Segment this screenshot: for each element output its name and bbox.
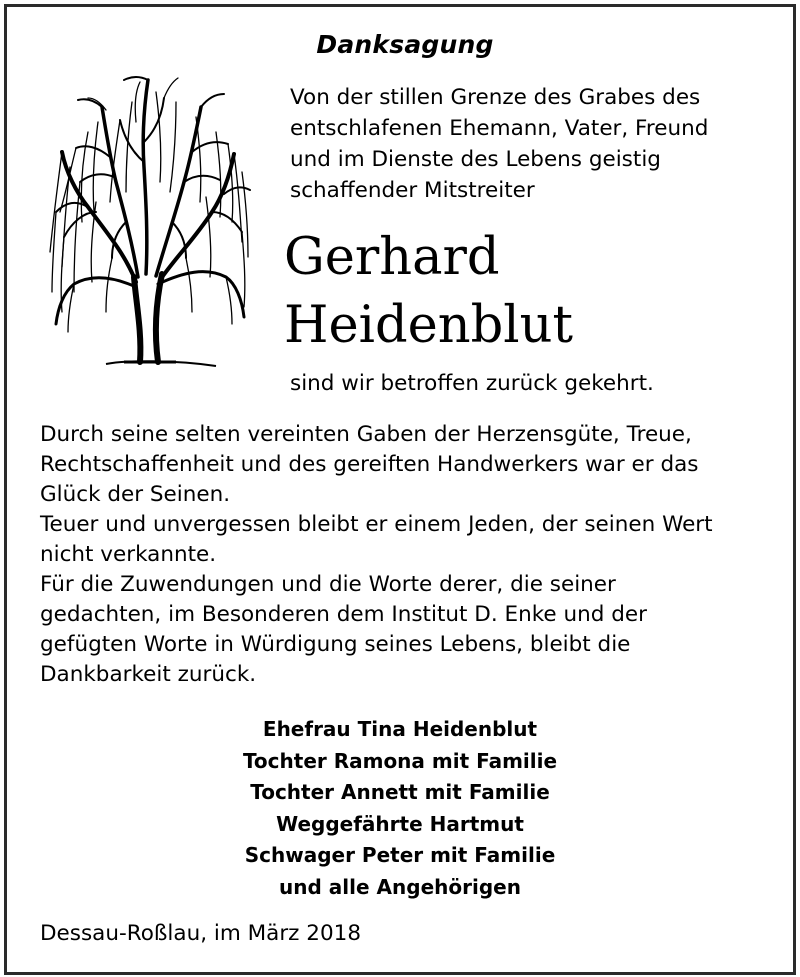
intro-line: Von der stillen Grenze des Grabes des: [290, 85, 701, 110]
body-line: nicht verkannte.: [40, 542, 217, 567]
body-line: Teuer und unvergessen bleibt er einem Jeden, der seinen Wert: [40, 512, 713, 537]
signer: Weggefährte Hartmut: [276, 811, 524, 836]
signer: und alle Angehörigen: [279, 874, 521, 899]
signer: Schwager Peter mit Familie: [244, 843, 556, 867]
last-name: Heidenblut: [284, 296, 573, 355]
body-text: [40, 420, 780, 690]
intro-line: schaffender Mitstreiter: [290, 178, 535, 203]
body-line: gedachten, im Besonderen dem Institut D. Enke und der: [40, 602, 647, 627]
intro-line: und im Dienste des Lebens geistig: [290, 147, 661, 172]
body-line: Für die Zuwendungen und die Worte derer, die seiner: [40, 572, 616, 597]
body-line: Rechtschaffenheit und des gereiften Handwerkers war er das: [40, 452, 699, 477]
deceased-name: [284, 224, 774, 360]
intro-text: [290, 82, 770, 206]
intro-line: entschlafenen Ehemann, Vater, Freund: [290, 116, 709, 141]
after-name-text: sind wir betroffen zurück gekehrt.: [290, 371, 654, 396]
body-line: gefügten Worte in Würdigung seines Lebens, bleibt die: [40, 632, 631, 657]
weeping-tree-icon: [36, 62, 258, 380]
signers-list: [180, 714, 620, 903]
body-line: Durch seine selten vereinten Gaben der Herzensgüte, Treue,: [40, 422, 692, 447]
notice-heading: Danksagung: [316, 30, 494, 59]
first-name: Gerhard: [284, 228, 500, 287]
signer: Tochter Ramona mit Familie: [242, 748, 558, 773]
body-line: Glück der Seinen.: [40, 482, 231, 507]
signer: Ehefrau Tina Heidenblut: [262, 717, 538, 741]
place-date: Dessau-Roßlau, im März 2018: [40, 921, 362, 946]
body-line: Dankbarkeit zurück.: [40, 662, 257, 687]
signer: Tochter Annett mit Familie: [250, 780, 550, 804]
